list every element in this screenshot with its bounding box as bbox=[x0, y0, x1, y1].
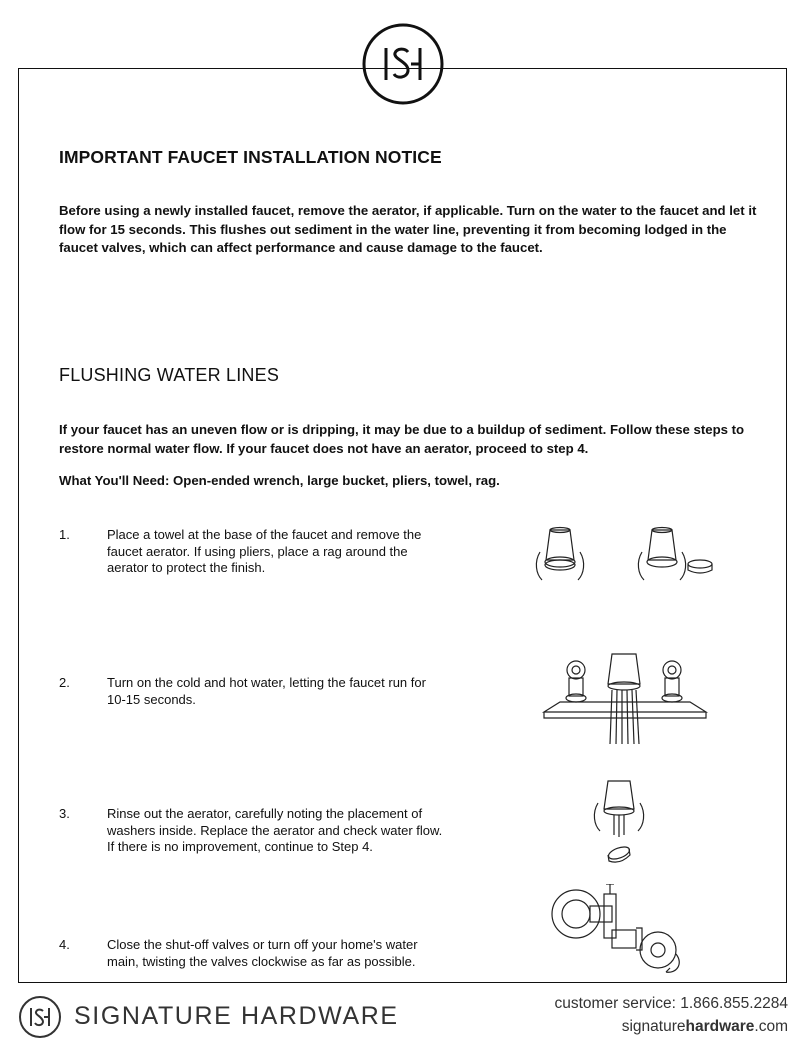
flushing-intro: If your faucet has an uneven flow or is dripping, it may be due to a buildup of sediment. Follow these steps to restore normal water flow. If your faucet does not have an aerator, proceed to step 4. bbox=[59, 422, 745, 456]
flushing-title: FLUSHING WATER LINES bbox=[59, 365, 280, 385]
step-text: Close the shut-off valves or turn off your home's water main, twisting the valves clockwise as far as possible. bbox=[107, 937, 418, 969]
step-number: 2. bbox=[59, 675, 70, 690]
footer-logo-icon bbox=[18, 995, 62, 1039]
step-number: 1. bbox=[59, 527, 70, 542]
faucet-running-icon bbox=[540, 648, 710, 748]
step-text: Place a towel at the base of the faucet and remove the faucet aerator. If using pliers, place a rag around the aerator to protect the finish. bbox=[107, 527, 422, 575]
customer-service: customer service: 1.866.855.2284 bbox=[554, 995, 788, 1012]
aerator-removal-icon bbox=[530, 522, 730, 592]
website-link[interactable] bbox=[622, 1018, 788, 1036]
step-text: Rinse out the aerator, carefully noting the placement of washers inside. Replace the aerator and check water flow. If there is no improvement, continue to Step 4. bbox=[107, 806, 443, 854]
website-bold: hardware bbox=[685, 1018, 755, 1035]
website-prefix: signature bbox=[621, 1018, 686, 1035]
shutoff-valve-icon bbox=[548, 884, 693, 974]
aerator-rinse-icon bbox=[590, 775, 650, 870]
notice-body: Before using a newly installed faucet, remove the aerator, if applicable. Turn on the water to the faucet and let it flow for 15 seconds. This flushes out sediment in the water line, preventing it from becoming lodged in the faucet valves, which can affect performance and cause damage to the faucet. bbox=[59, 203, 757, 255]
needs-text: What You'll Need: Open-ended wrench, large bucket, pliers, towel, rag. bbox=[59, 473, 500, 488]
brand-name: SIGNATURE HARDWARE bbox=[74, 1002, 399, 1030]
step-text: Turn on the cold and hot water, letting the faucet run for 10-15 seconds. bbox=[107, 675, 426, 707]
step-number: 3. bbox=[59, 806, 70, 821]
step-number: 4. bbox=[59, 937, 70, 952]
website-suffix: .com bbox=[754, 1018, 788, 1035]
notice-title: IMPORTANT FAUCET INSTALLATION NOTICE bbox=[59, 147, 442, 167]
